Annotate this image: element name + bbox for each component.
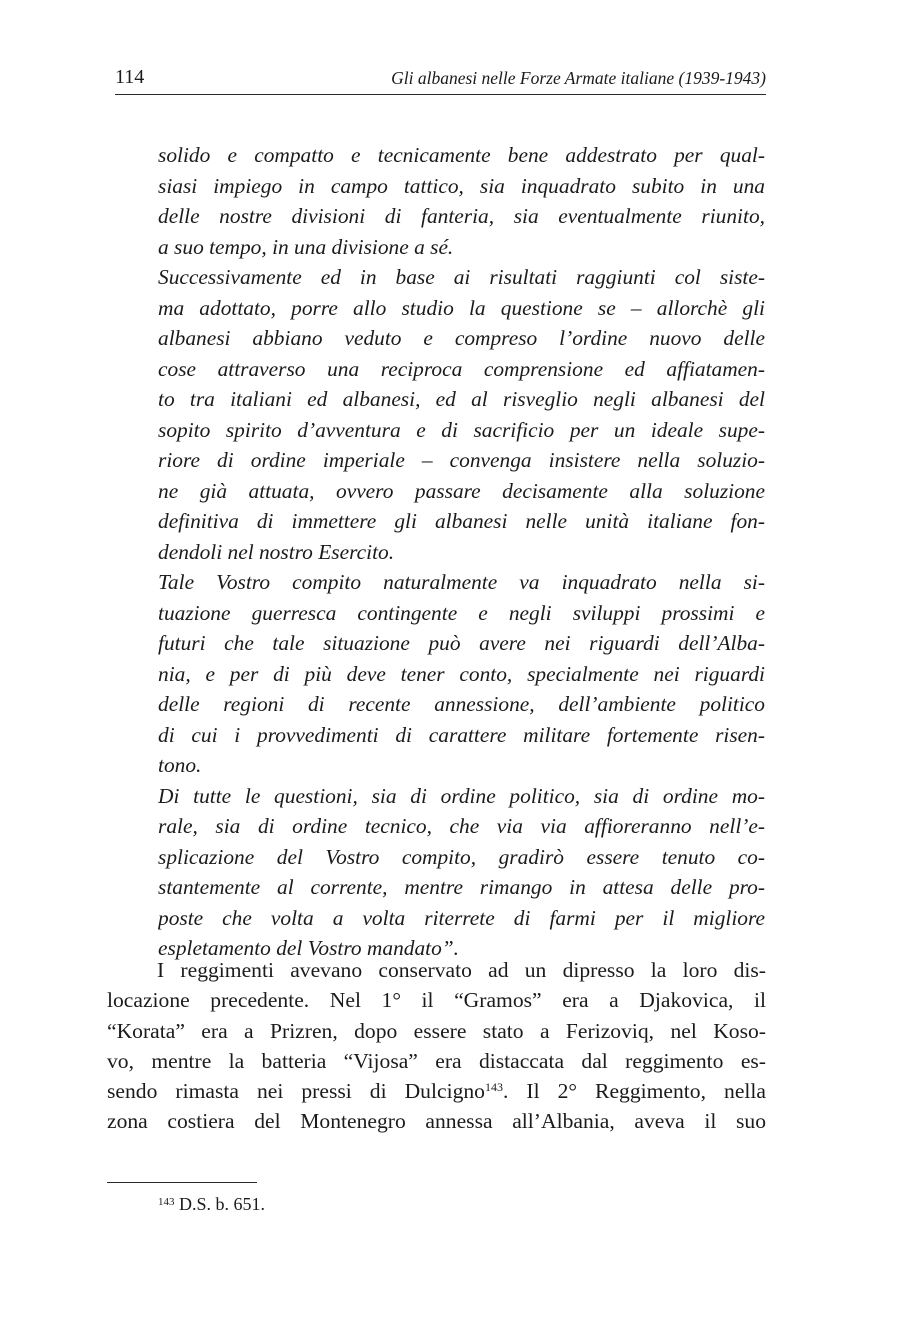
body-line-with-footnote	[107, 1076, 766, 1106]
quote-line: to tra italiani ed albanesi, ed al risveglio negli albanesi del	[158, 387, 765, 411]
quote-line: sopito spirito d’avventura e di sacrificio per un ideale supe-	[158, 417, 765, 442]
quote-line: espletamento del Vostro mandato”.	[158, 936, 460, 960]
quote-line: definitiva di immettere gli albanesi nelle unità italiane fon-	[158, 509, 765, 533]
body-line-text: . Il 2° Reggimento, nella	[502, 1079, 766, 1104]
quote-line: a suo tempo, in una divisione a sé.	[158, 234, 454, 259]
quote-line: cose attraverso una reciproca comprensione ed affiatamen-	[158, 356, 765, 381]
quote-line: stantemente al corrente, mentre rimango in attesa delle pro-	[158, 875, 765, 899]
quote-line: albanesi abbiano veduto e compreso l’ordine nuovo delle	[158, 326, 765, 350]
quote-line: Tale Vostro compito naturalmente va inquadrato nella si-	[158, 570, 765, 594]
quote-line: riore di ordine imperiale – convenga insistere nella soluzio-	[158, 448, 765, 472]
quote-line: rale, sia di ordine tecnico, che via via affioreranno nell’e-	[158, 814, 765, 838]
footnote-number: 143	[158, 1196, 175, 1208]
quote-line: solido e compatto e tecnicamente bene addestrato per qual-	[158, 143, 765, 167]
quote-line: splicazione del Vostro compito, gradirò essere tenuto co-	[158, 844, 765, 869]
body-line-text: sendo rimasta nei pressi di Dulcigno	[107, 1079, 485, 1104]
quote-line: siasi impiego in campo tattico, sia inquadrato subito in una	[158, 173, 765, 198]
quote-line: Successivamente ed in base ai risultati raggiunti col siste-	[158, 265, 765, 289]
quote-line: futuri che tale situazione può avere nei riguardi dell’Alba-	[158, 631, 765, 655]
running-title: Gli albanesi nelle Forze Armate italiane (1939-1943)	[391, 68, 766, 88]
body-line: vo, mentre la batteria “Vijosa” era distaccata dal reggimento es-	[107, 1048, 766, 1073]
quote-line: tono.	[158, 753, 202, 777]
running-header	[115, 66, 766, 95]
quote-line: delle nostre divisioni di fanteria, sia eventualmente riunito,	[158, 204, 765, 228]
body-line: zona costiera del Montenegro annessa all’Albania, aveva il suo	[107, 1109, 766, 1134]
quote-line: tuazione guerresca contingente e negli sviluppi prossimi e	[158, 600, 765, 625]
quote-line: poste che volta a volta riterrete di farmi per il migliore	[158, 905, 765, 930]
body-paragraph	[107, 955, 766, 1137]
page-number: 114	[115, 66, 145, 88]
footnote-ref: 143	[484, 1080, 503, 1095]
body-line: “Korata” era a Prizren, dopo essere stato a Ferizoviq, nel Koso-	[107, 1018, 766, 1043]
body-line: locazione precedente. Nel 1° il “Gramos” era a Djakovica, il	[107, 988, 766, 1013]
quote-line: ne già attuata, ovvero passare decisamente alla soluzione	[158, 478, 765, 503]
footnote	[158, 1194, 265, 1215]
quote-line: delle regioni di recente annessione, dell’ambiente politico	[158, 692, 765, 716]
body-line: I reggimenti avevano conservato ad un dipresso la loro dis-	[157, 958, 766, 982]
quote-line: di cui i provvedimenti di carattere militare fortemente risen-	[158, 722, 765, 747]
footnote-divider	[107, 1182, 257, 1183]
quoted-passage	[158, 140, 765, 964]
quote-line: dendoli nel nostro Esercito.	[158, 539, 395, 564]
quote-line: ma adottato, porre allo studio la questione se – allorchè gli	[158, 295, 765, 320]
quote-line: Di tutte le questioni, sia di ordine politico, sia di ordine mo-	[158, 783, 765, 808]
footnote-text: D.S. b. 651.	[179, 1194, 266, 1214]
quote-line: nia, e per di più deve tener conto, specialmente nei riguardi	[158, 661, 765, 686]
